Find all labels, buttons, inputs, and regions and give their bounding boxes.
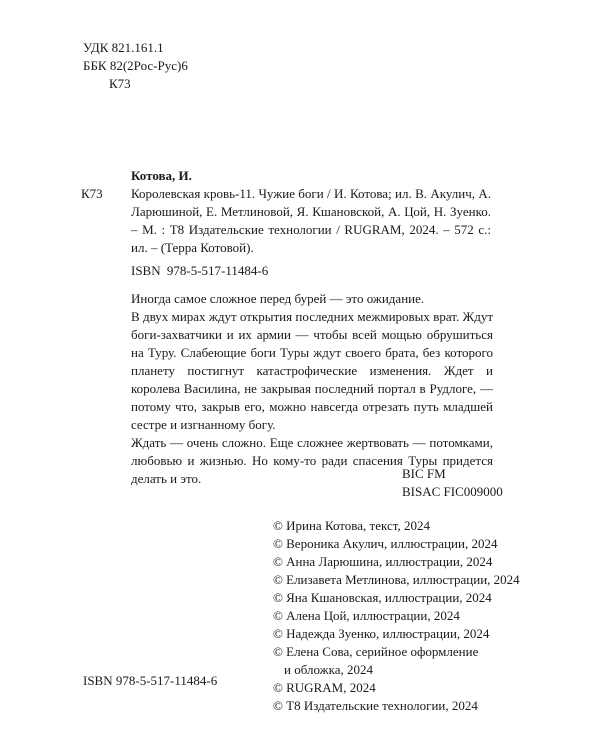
copyright-line: © Вероника Акулич, иллюстрации, 2024 xyxy=(273,536,498,551)
bbk-code: ББК 82(2Рос-Рус)6 xyxy=(83,58,188,73)
udk-code: УДК 821.161.1 xyxy=(83,40,164,55)
copyright-line: © Елизавета Метлинова, иллюстрации, 2024 xyxy=(273,572,520,587)
copyright-line-continued: и обложка, 2024 xyxy=(284,662,374,677)
copyright-line: © Алена Цой, иллюстрации, 2024 xyxy=(273,608,460,623)
bic-code: BIC FM xyxy=(402,466,446,481)
subject-codes xyxy=(402,465,503,501)
annotation-paragraph: Ждать — очень сложно. Еще сложнее жертвовать — потомками, любовью и жизнью. Но кому-то ради спасения Туры придется делать и это. xyxy=(131,435,493,486)
classification-block xyxy=(83,39,188,93)
copyright-line: © Анна Ларюшина, иллюстрации, 2024 xyxy=(273,554,493,569)
copyright-line: © Ирина Котова, текст, 2024 xyxy=(273,518,430,533)
bisac-code: BISAC FIC009000 xyxy=(402,484,503,499)
annotation-paragraph: Иногда самое сложное перед бурей — это ожидание. xyxy=(131,291,425,306)
isbn-main: ISBN 978-5-517-11484-6 xyxy=(131,263,269,278)
annotation-paragraph: В двух мирах ждут открытия последних межмировых врат. Ждут боги-захватчики и их армии — чтобы всей мощью обрушиться на Туру. Слабеющие боги Туры ждут своего брата, без которого планету постигнут катастрофические изменения. Ждет и королева Василина, не закрывая последний портал в Рудлоге, — потому что, закрыв его, можно навсегда отрезать путь младшей сестре и изгнанному богу. xyxy=(131,309,493,432)
card-cipher: К73 xyxy=(81,186,103,201)
isbn-footer: ISBN 978-5-517-11484-6 xyxy=(83,673,218,688)
copyright-list xyxy=(273,517,520,715)
copyright-line: © Яна Кшановская, иллюстрации, 2024 xyxy=(273,590,492,605)
copyright-line: © Т8 Издательские технологии, 2024 xyxy=(273,698,478,713)
bibliographic-description: Королевская кровь-11. Чужие боги / И. Котова; ил. В. Акулич, А. Ларюшиной, Е. Метлиновой, Я. Кшановской, А. Цой, Н. Зуенко. – М. : Т8 Издательские технологии / RUGRAM, 2024. – 572 с.: ил. – (Терра Котовой). xyxy=(131,186,491,255)
author-sign: К73 xyxy=(109,76,131,91)
copyright-line: © Надежда Зуенко, иллюстрации, 2024 xyxy=(273,626,490,641)
copyright-line: © RUGRAM, 2024 xyxy=(273,680,376,695)
author-heading: Котова, И. xyxy=(131,168,192,183)
copyright-line: © Елена Сова, серийное оформление xyxy=(273,644,479,659)
annotation xyxy=(131,290,493,488)
